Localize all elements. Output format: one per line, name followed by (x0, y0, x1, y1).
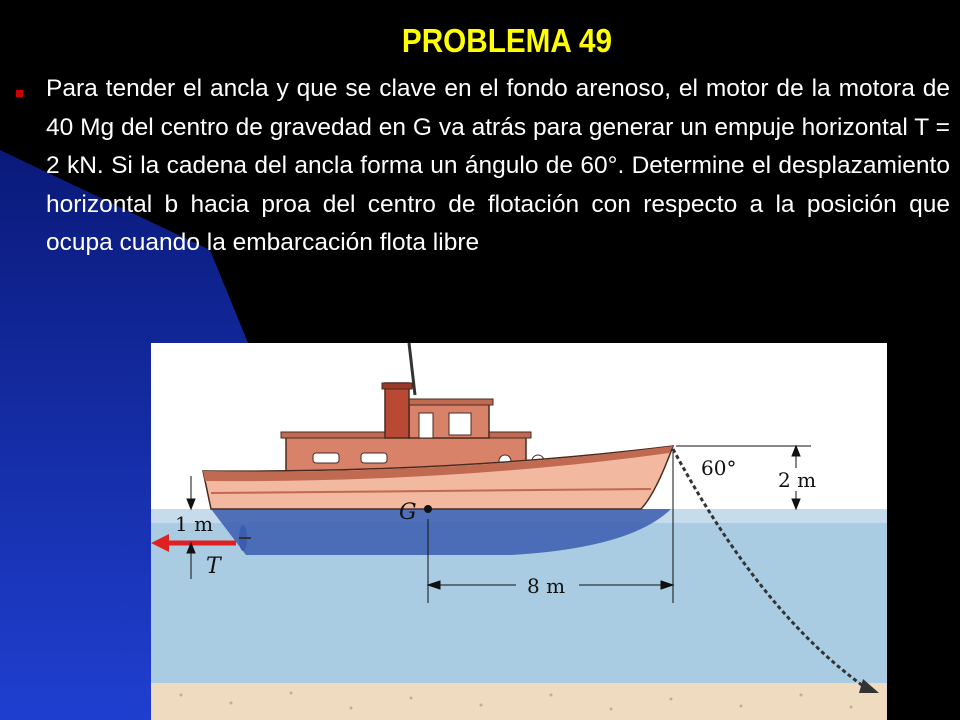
sand-bottom (151, 683, 887, 720)
bullet-marker (16, 90, 23, 97)
slide-title: PROBLEMA 49 (401, 22, 613, 59)
problem-statement: Para tender el ancla y que se clave en el fondo arenoso, el motor de la motora de 40 Mg del centro de gravedad en G va atrás para generar un empuje horizontal T = 2 kN. Si la cadena del ancla forma un ángulo de 60°. Determine el desplazamiento horizontal b hacia proa del centro de flotación con respecto a la posición que ocupa cuando la embarcación flota libre (46, 75, 950, 256)
height-label: 1 m (175, 512, 214, 536)
cg-label: G (399, 500, 417, 525)
angle-label: 60° (701, 456, 737, 480)
cg-point (424, 505, 432, 513)
distance-label: 8 m (527, 574, 566, 598)
boat-diagram (151, 343, 887, 720)
thrust-label: T (206, 554, 221, 579)
depth-label: 2 m (778, 468, 817, 492)
